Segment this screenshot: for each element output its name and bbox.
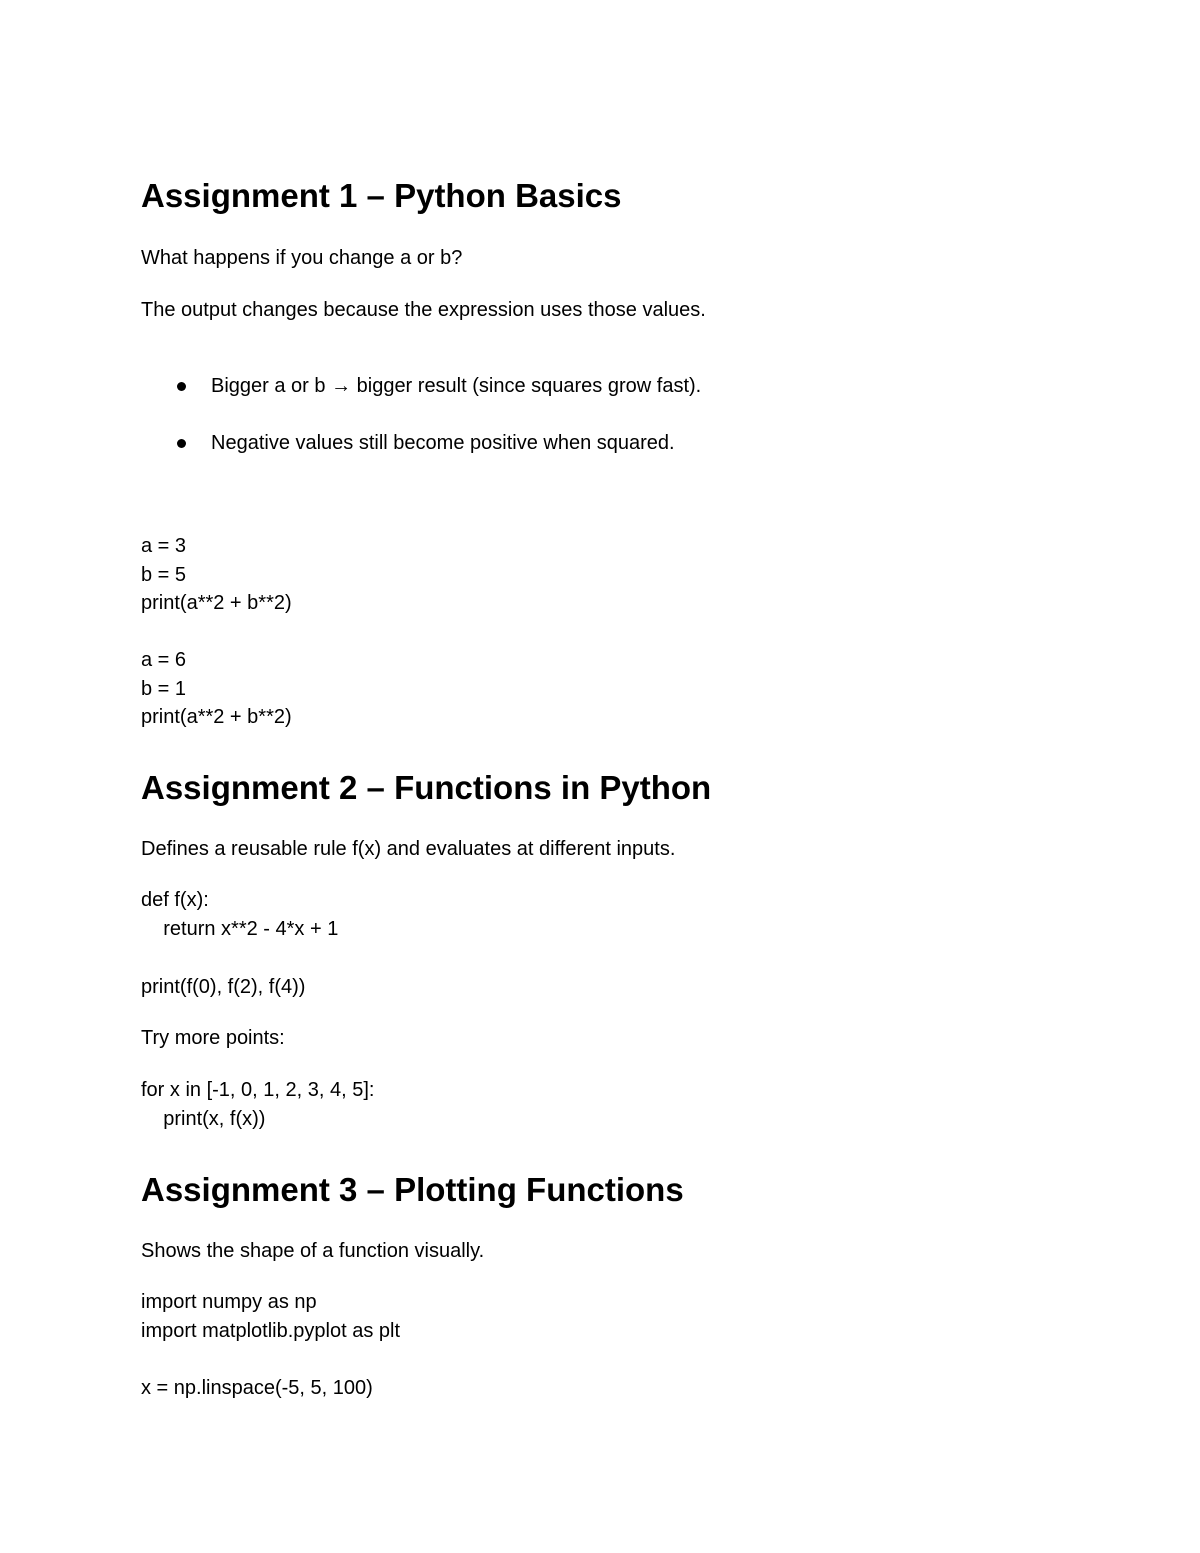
section-3-code-block-1: import numpy as np import matplotlib.pyplot as plt xyxy=(141,1291,401,1342)
section-3-code-block-2: x = np.linspace(-5, 5, 100) xyxy=(141,1377,373,1399)
section-1-heading: Assignment 1 – Python Basics xyxy=(141,177,622,214)
section-2-code-block-3: for x in [-1, 0, 1, 2, 3, 4, 5]: print(x, f(x)) xyxy=(141,1079,375,1130)
bullet-text: Bigger a or b → bigger result (since squares grow fast). xyxy=(211,375,702,397)
section-1-code-block-1: a = 3 b = 5 print(a**2 + b**2) xyxy=(141,535,292,614)
section-3-heading: Assignment 3 – Plotting Functions xyxy=(141,1171,684,1208)
section-1-answer: The output changes because the expression uses those values. xyxy=(141,299,706,321)
section-1-question: What happens if you change a or b? xyxy=(141,247,463,269)
bullet-dot-icon xyxy=(177,439,186,448)
section-1-code-block-2: a = 6 b = 1 print(a**2 + b**2) xyxy=(141,649,292,728)
section-2-description: Defines a reusable rule f(x) and evaluates at different inputs. xyxy=(141,838,676,860)
section-2-code-block-2: print(f(0), f(2), f(4)) xyxy=(141,976,306,998)
bullet-text: Negative values still become positive when squared. xyxy=(211,432,675,454)
document-page xyxy=(141,0,1081,1553)
section-3-description: Shows the shape of a function visually. xyxy=(141,1240,485,1262)
section-2-code-block-1: def f(x): return x**2 - 4*x + 1 xyxy=(141,889,339,940)
bullet-dot-icon xyxy=(177,382,186,391)
section-2-heading: Assignment 2 – Functions in Python xyxy=(141,769,712,806)
section-2-prompt: Try more points: xyxy=(141,1027,285,1049)
